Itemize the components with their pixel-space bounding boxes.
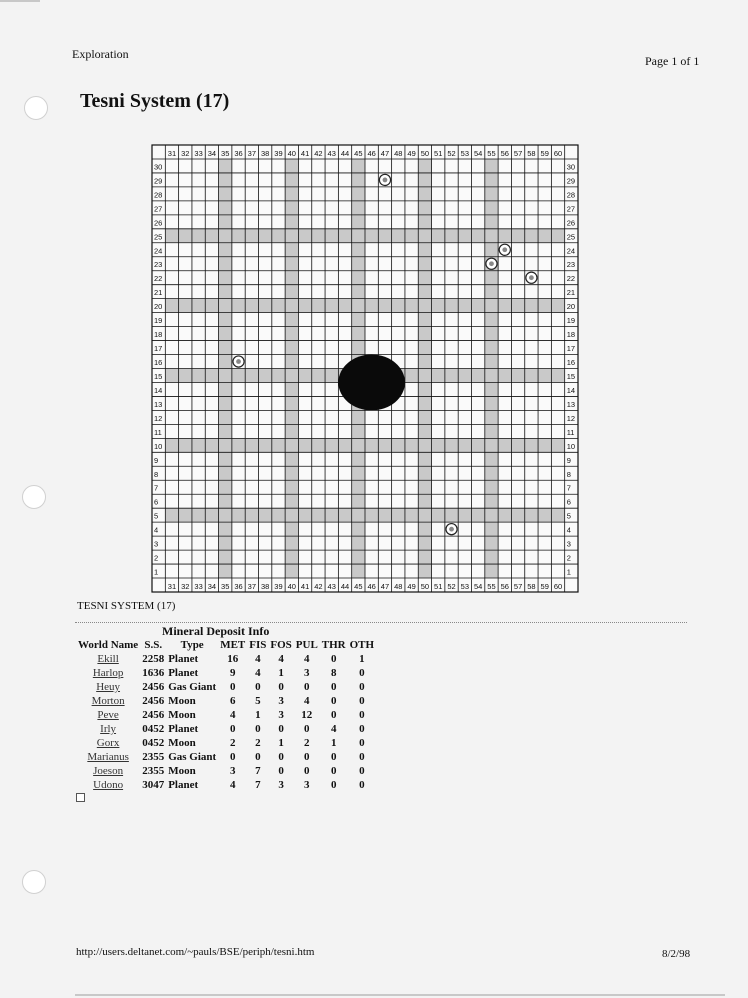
x-axis-label-bottom: 45: [354, 581, 363, 591]
mineral-deposit-title: Mineral Deposit Info: [162, 624, 270, 638]
table-cell: 4: [304, 653, 310, 665]
table-cell: 1: [278, 737, 284, 749]
table-cell: 0: [229, 751, 236, 763]
table-cell: 2: [229, 737, 236, 749]
table-cell: 0: [304, 765, 310, 777]
table-row: [76, 736, 376, 750]
column-header: MET: [220, 639, 246, 651]
table-cell: 3: [229, 765, 236, 777]
world-marker-center: [236, 359, 241, 364]
table-row: [76, 778, 376, 792]
column-header: S.S.: [144, 639, 163, 651]
x-axis-label-top: 31: [167, 148, 177, 158]
table-cell: 3047: [142, 779, 165, 791]
y-axis-label-right: 19: [566, 316, 576, 326]
page-title: Tesni System (17): [80, 90, 230, 112]
x-axis-label-bottom: 33: [194, 581, 203, 591]
table-cell: 8: [330, 667, 337, 679]
table-cell: 6: [229, 695, 236, 707]
y-axis-label-right: 16: [566, 358, 576, 368]
x-axis-label-top: 55: [487, 148, 496, 158]
x-axis-label-bottom: 59: [540, 581, 549, 591]
table-cell: 2355: [142, 751, 165, 763]
table-row: [76, 666, 376, 680]
y-axis-label-left: 11: [154, 427, 162, 437]
y-axis-label-right: 23: [566, 260, 576, 270]
y-axis-label-left: 1: [154, 567, 159, 577]
table-cell: 0: [359, 723, 365, 735]
y-axis-label-right: 21: [566, 288, 576, 298]
x-axis-label-top: 59: [540, 148, 549, 158]
y-axis-label-right: 6: [566, 497, 571, 507]
y-axis-label-left: 14: [154, 385, 163, 395]
table-cell: 4: [304, 695, 310, 707]
x-axis-label-bottom: 48: [394, 581, 403, 591]
y-axis-label-right: 2: [566, 553, 571, 563]
table-cell: 0452: [142, 723, 165, 735]
y-axis-label-right: 22: [566, 274, 576, 284]
table-row: [76, 764, 376, 778]
world-link[interactable]: Udono: [93, 779, 124, 791]
x-axis-label-top: 56: [500, 148, 509, 158]
x-axis-label-bottom: 50: [420, 581, 430, 591]
table-row: [76, 722, 376, 736]
table-cell: 0: [330, 695, 337, 707]
y-axis-label-right: 28: [566, 190, 576, 200]
y-axis-label-right: 3: [566, 539, 571, 549]
world-marker-center: [383, 178, 388, 183]
x-axis-label-top: 53: [460, 148, 470, 158]
y-axis-label-right: 9: [566, 455, 571, 465]
x-axis-label-bottom: 46: [367, 581, 376, 591]
world-link[interactable]: Ekill: [97, 653, 119, 665]
x-axis-label-top: 42: [314, 148, 323, 158]
y-axis-label-left: 5: [154, 511, 159, 521]
column-header: Type: [180, 639, 204, 651]
table-cell: 7: [255, 765, 261, 777]
y-axis-label-left: 28: [154, 190, 163, 200]
table-cell: 0: [330, 681, 337, 693]
table-cell: 2456: [142, 695, 165, 707]
x-axis-label-bottom: 39: [274, 581, 283, 591]
x-axis-label-bottom: 51: [434, 581, 443, 591]
y-axis-label-left: 30: [154, 162, 163, 172]
table-cell: 0: [330, 779, 337, 791]
y-axis-label-left: 23: [154, 260, 163, 270]
table-cell: 0: [229, 681, 236, 693]
y-axis-label-left: 20: [154, 302, 163, 312]
table-cell: 2355: [142, 765, 165, 777]
y-axis-label-left: 26: [154, 218, 163, 228]
x-axis-label-top: 50: [420, 148, 430, 158]
table-cell: 4: [255, 667, 261, 679]
table-cell: Planet: [168, 653, 199, 665]
x-axis-label-bottom: 47: [380, 581, 390, 591]
table-cell: 1: [255, 709, 261, 721]
world-link[interactable]: Harlop: [92, 667, 124, 679]
table-cell: 2: [304, 737, 310, 749]
table-cell: 0: [359, 765, 365, 777]
y-axis-label-right: 11: [566, 427, 575, 437]
punch-hole-bottom: [22, 870, 46, 894]
divider: [75, 622, 687, 623]
y-axis-label-left: 17: [154, 344, 163, 354]
footer-url[interactable]: http://users.deltanet.com/~pauls/BSE/periph/tesni.htm: [76, 946, 315, 958]
world-link[interactable]: Gorx: [96, 737, 120, 749]
y-axis-label-right: 30: [566, 162, 576, 172]
table-cell: 2258: [142, 653, 165, 665]
table-cell: 0: [359, 737, 365, 749]
table-cell: 0: [278, 765, 284, 777]
y-axis-label-left: 7: [154, 483, 159, 493]
table-cell: Gas Giant: [168, 681, 217, 693]
world-marker-center: [502, 247, 507, 252]
y-axis-label-right: 12: [566, 413, 576, 423]
y-axis-label-left: 19: [154, 316, 163, 326]
y-axis-label-right: 14: [566, 385, 576, 395]
table-row: [76, 652, 376, 666]
table-header-row: [76, 638, 376, 652]
table-cell: 2: [255, 737, 261, 749]
x-axis-label-bottom: 49: [407, 581, 416, 591]
x-axis-label-bottom: 60: [553, 581, 563, 591]
table-cell: 3: [278, 709, 284, 721]
table-cell: 2456: [142, 681, 165, 693]
world-name-cell: [76, 652, 140, 666]
y-axis-label-right: 24: [566, 246, 576, 256]
y-axis-label-left: 3: [154, 539, 159, 549]
table-cell: 9: [229, 667, 236, 679]
y-axis-label-right: 7: [566, 483, 571, 493]
table-cell: 0: [304, 751, 310, 763]
bottom-edge: [75, 994, 725, 996]
table-cell: Planet: [168, 723, 199, 735]
table-cell: 0: [359, 681, 365, 693]
table-cell: Moon: [168, 695, 196, 707]
x-axis-label-bottom: 52: [447, 581, 456, 591]
y-axis-label-left: 21: [154, 288, 163, 298]
y-axis-label-left: 25: [154, 232, 163, 242]
table-row: [76, 708, 376, 722]
y-axis-label-right: 17: [566, 344, 576, 354]
x-axis-label-bottom: 54: [473, 581, 483, 591]
x-axis-label-bottom: 36: [234, 581, 243, 591]
x-axis-label-top: 41: [300, 148, 310, 158]
x-axis-label-bottom: 35: [221, 581, 230, 591]
column-header: FOS: [270, 639, 292, 651]
x-axis-label-top: 44: [340, 148, 350, 158]
world-link[interactable]: Irly: [100, 723, 117, 735]
mineral-deposit-table: [76, 638, 376, 792]
y-axis-label-left: 22: [154, 274, 163, 284]
y-axis-label-left: 18: [154, 330, 163, 340]
y-axis-label-left: 13: [154, 399, 163, 409]
x-axis-label-top: 33: [194, 148, 203, 158]
y-axis-label-left: 10: [154, 441, 163, 451]
y-axis-label-left: 9: [154, 455, 159, 465]
world-link[interactable]: Morton: [91, 695, 125, 707]
y-axis-label-right: 29: [566, 176, 576, 186]
x-axis-label-top: 51: [434, 148, 443, 158]
table-cell: 0: [304, 681, 310, 693]
world-name-cell: [76, 722, 140, 736]
table-cell: 12: [301, 709, 313, 721]
table-row: [76, 750, 376, 764]
table-cell: 0: [359, 779, 365, 791]
star: [338, 355, 405, 411]
x-axis-label-bottom: 34: [207, 581, 217, 591]
y-axis-label-right: 18: [566, 330, 576, 340]
y-axis-label-right: 27: [566, 204, 576, 214]
table-cell: Moon: [168, 709, 196, 721]
table-cell: 0: [359, 695, 365, 707]
y-axis-label-right: 4: [566, 525, 571, 535]
table-cell: 3: [304, 779, 310, 791]
x-axis-label-top: 47: [380, 148, 390, 158]
x-axis-label-bottom: 32: [181, 581, 190, 591]
x-axis-label-bottom: 44: [340, 581, 350, 591]
x-axis-label-top: 45: [354, 148, 363, 158]
y-axis-label-left: 27: [154, 204, 163, 214]
y-axis-label-left: 6: [154, 497, 159, 507]
table-cell: 0: [278, 681, 284, 693]
y-axis-label-right: 5: [566, 511, 571, 521]
table-cell: 0: [359, 667, 365, 679]
table-cell: 4: [255, 653, 261, 665]
x-axis-label-top: 32: [181, 148, 190, 158]
table-cell: 4: [229, 709, 236, 721]
world-marker-center: [449, 527, 454, 532]
x-axis-label-top: 36: [234, 148, 243, 158]
x-axis-label-bottom: 43: [327, 581, 336, 591]
table-cell: 0: [330, 751, 337, 763]
table-cell: 3: [304, 667, 310, 679]
x-axis-label-top: 34: [207, 148, 217, 158]
world-name-cell: [76, 694, 140, 708]
column-header: THR: [321, 639, 346, 651]
table-cell: 2456: [142, 709, 165, 721]
y-axis-label-left: 4: [154, 525, 159, 535]
table-cell: Gas Giant: [168, 751, 217, 763]
world-marker-center: [529, 275, 534, 280]
x-axis-label-bottom: 37: [247, 581, 257, 591]
table-cell: 16: [227, 653, 239, 665]
world-name-cell: [76, 708, 140, 722]
world-marker-center: [489, 261, 494, 266]
column-header: FIS: [249, 639, 267, 651]
y-axis-label-right: 1: [566, 567, 571, 577]
header-title: Exploration: [72, 47, 129, 61]
x-axis-label-top: 57: [513, 148, 523, 158]
world-link[interactable]: Joeson: [93, 765, 124, 777]
x-axis-label-top: 52: [447, 148, 456, 158]
world-name-cell: [76, 666, 140, 680]
x-axis-label-top: 49: [407, 148, 416, 158]
x-axis-label-top: 58: [527, 148, 536, 158]
x-axis-label-bottom: 40: [287, 581, 296, 591]
x-axis-label-bottom: 58: [527, 581, 536, 591]
x-axis-label-bottom: 55: [487, 581, 496, 591]
x-axis-label-top: 37: [247, 148, 257, 158]
x-axis-label-bottom: 31: [167, 581, 177, 591]
y-axis-label-right: 25: [566, 232, 576, 242]
table-cell: 0: [255, 723, 261, 735]
y-axis-label-right: 15: [566, 371, 576, 381]
x-axis-label-top: 39: [274, 148, 283, 158]
table-cell: 1636: [142, 667, 165, 679]
system-label: TESNI SYSTEM (17): [77, 600, 176, 612]
table-cell: 4: [229, 779, 236, 791]
x-axis-label-top: 40: [287, 148, 296, 158]
footer-date: 8/2/98: [662, 948, 691, 960]
table-cell: 0: [229, 723, 236, 735]
table-cell: Moon: [168, 765, 196, 777]
x-axis-label-top: 60: [553, 148, 563, 158]
table-cell: 1: [278, 667, 284, 679]
table-cell: 4: [330, 723, 337, 735]
x-axis-label-bottom: 41: [300, 581, 310, 591]
table-cell: 0: [255, 751, 261, 763]
table-cell: 0: [330, 709, 337, 721]
table-cell: Planet: [168, 779, 199, 791]
table-cell: 5: [255, 695, 261, 707]
column-header: World Name: [78, 639, 139, 651]
table-cell: 0452: [142, 737, 165, 749]
world-link[interactable]: Heuy: [96, 681, 121, 693]
x-axis-label-top: 35: [221, 148, 230, 158]
table-cell: 1: [330, 737, 337, 749]
table-cell: 4: [278, 653, 284, 665]
world-name-cell: [76, 680, 140, 694]
y-axis-label-right: 10: [566, 441, 576, 451]
table-cell: 3: [278, 695, 284, 707]
table-cell: 0: [278, 751, 284, 763]
table-row: [76, 680, 376, 694]
table-cell: 0: [359, 751, 365, 763]
table-cell: 7: [255, 779, 261, 791]
table-cell: 1: [359, 653, 365, 665]
page-number: Page 1 of 1: [645, 54, 700, 68]
world-name-cell: [76, 750, 140, 764]
y-axis-label-left: 12: [154, 413, 163, 423]
y-axis-label-left: 24: [154, 246, 163, 256]
y-axis-label-right: 26: [566, 218, 576, 228]
table-cell: 0: [304, 723, 310, 735]
table-cell: 0: [278, 723, 284, 735]
x-axis-label-bottom: 56: [500, 581, 509, 591]
x-axis-label-top: 46: [367, 148, 376, 158]
y-axis-label-right: 8: [566, 469, 571, 479]
column-header: PUL: [295, 639, 318, 651]
y-axis-label-left: 16: [154, 358, 163, 368]
column-header: OTH: [349, 639, 375, 651]
x-axis-label-top: 38: [260, 148, 270, 158]
world-link[interactable]: Peve: [97, 709, 119, 721]
y-axis-label-right: 20: [566, 302, 576, 312]
y-axis-label-left: 8: [154, 469, 159, 479]
world-name-cell: [76, 736, 140, 750]
table-cell: 0: [330, 765, 337, 777]
table-cell: 0: [330, 653, 337, 665]
x-axis-label-top: 54: [473, 148, 483, 158]
world-name-cell: [76, 778, 140, 792]
table-cell: 3: [278, 779, 284, 791]
table-cell: Planet: [168, 667, 199, 679]
y-axis-label-left: 2: [154, 553, 159, 563]
table-row: [76, 694, 376, 708]
y-axis-label-right: 13: [566, 399, 576, 409]
checkbox[interactable]: [76, 793, 85, 802]
y-axis-label-left: 29: [154, 176, 163, 186]
table-cell: 0: [255, 681, 261, 693]
x-axis-label-bottom: 42: [314, 581, 323, 591]
x-axis-label-bottom: 57: [513, 581, 523, 591]
world-link[interactable]: Marianus: [87, 751, 129, 763]
y-axis-label-left: 15: [154, 371, 163, 381]
x-axis-label-top: 48: [394, 148, 403, 158]
world-name-cell: [76, 764, 140, 778]
table-cell: 0: [359, 709, 365, 721]
x-axis-label-top: 43: [327, 148, 336, 158]
x-axis-label-bottom: 53: [460, 581, 470, 591]
x-axis-label-bottom: 38: [260, 581, 270, 591]
table-cell: Moon: [168, 737, 196, 749]
